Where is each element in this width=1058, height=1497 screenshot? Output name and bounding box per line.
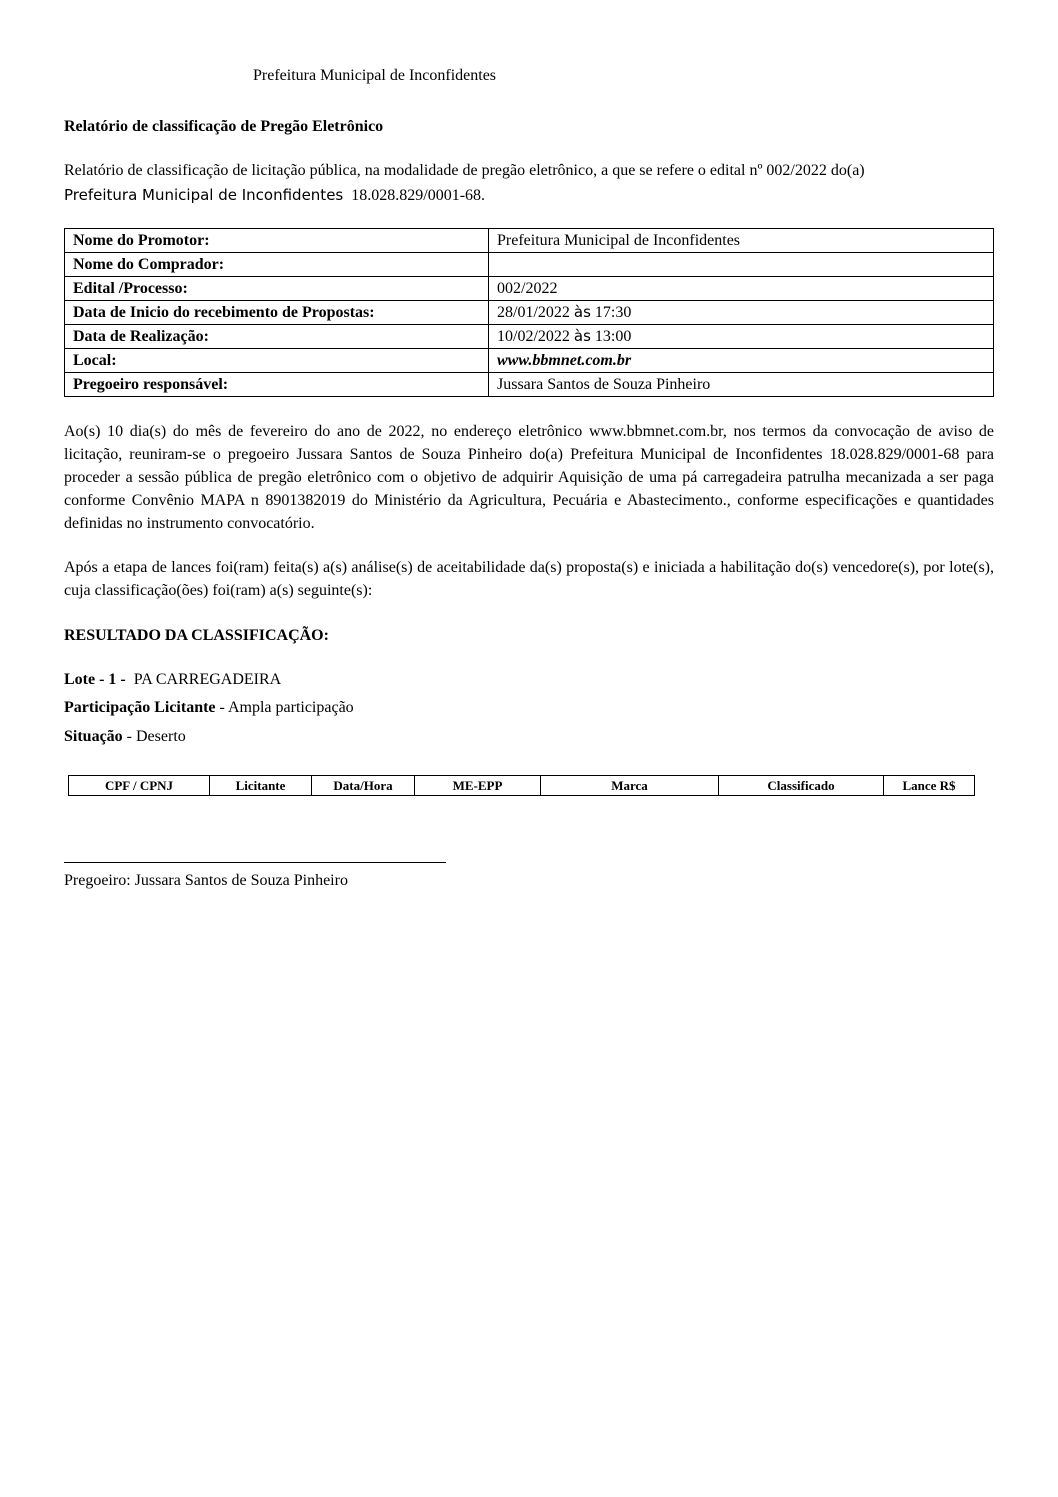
lot-label: Lote - 1 - bbox=[64, 671, 126, 688]
info-value bbox=[489, 301, 994, 325]
session-paragraph: Ao(s) 10 dia(s) do mês de fevereiro do ano de 2022, no endereço eletrônico www.bbmnet.com.br, nos termos da convocação de aviso de licitação, reuniram-se o pregoeiro Jussara Santos de Souza Pinheiro do(a) Prefeitura Municipal de Inconfidentes 18.028.829/0001-68 para proceder a sessão pública de pregão eletrônico com o objetivo de adquirir Aquisição de uma pá carregadeira patrulha mecanizada a ser paga conforme Convênio MAPA n 8901382019 do Ministério da Agricultura, Pecuária e Abastecimento., conforme especificações e quantidades definidas no instrumento convocatório. bbox=[64, 423, 994, 532]
table-row bbox=[65, 349, 994, 373]
column-header: Marca bbox=[541, 776, 719, 796]
session-time: 13:00 bbox=[594, 328, 632, 345]
participation-line bbox=[64, 699, 354, 717]
info-label: Data de Inicio do recebimento de Propostas: bbox=[65, 301, 489, 325]
info-label: Edital /Processo: bbox=[65, 277, 489, 301]
participation-label: Participação Licitante bbox=[64, 699, 216, 716]
report-intro bbox=[64, 158, 994, 208]
info-value: 002/2022 bbox=[489, 277, 994, 301]
situation-label: Situação bbox=[64, 728, 123, 745]
table-header-row bbox=[69, 776, 975, 796]
table-row bbox=[65, 325, 994, 349]
page-header-title: Prefeitura Municipal de Inconfidentes bbox=[253, 67, 497, 84]
signature-text: Pregoeiro: Jussara Santos de Souza Pinheiro bbox=[64, 872, 348, 889]
situation-line bbox=[64, 728, 186, 746]
report-title: Relatório de classificação de Pregão Eletrônico bbox=[64, 118, 384, 135]
column-header: Classificado bbox=[719, 776, 884, 796]
info-label: Nome do Comprador: bbox=[65, 253, 489, 277]
table-row bbox=[65, 301, 994, 325]
column-header: ME-EPP bbox=[415, 776, 541, 796]
info-label: Nome do Promotor: bbox=[65, 229, 489, 253]
table-row bbox=[65, 277, 994, 301]
intro-cnpj: 18.028.829/0001-68. bbox=[351, 187, 486, 204]
at-word: às bbox=[573, 327, 591, 345]
info-table bbox=[64, 228, 994, 397]
intro-text: Relatório de classificação de licitação pública, na modalidade de pregão eletrônico, a que se refere o edital nº 002/2022 do(a) bbox=[64, 162, 865, 179]
start-date: 28/01/2022 bbox=[497, 304, 570, 321]
signature-line bbox=[64, 862, 446, 863]
column-header: Data/Hora bbox=[312, 776, 415, 796]
column-header: CPF / CPNJ bbox=[69, 776, 210, 796]
lot-line bbox=[64, 671, 281, 689]
info-value-url: www.bbmnet.com.br bbox=[489, 349, 994, 373]
start-time: 17:30 bbox=[594, 304, 632, 321]
info-label: Local: bbox=[65, 349, 489, 373]
participation-value: - Ampla participação bbox=[219, 699, 354, 716]
table-row bbox=[65, 253, 994, 277]
after-bids-paragraph: Após a etapa de lances foi(ram) feita(s) a(s) análise(s) de aceitabilidade da(s) proposta(s) e iniciada a habilitação do(s) vencedore(s), por lote(s), cuja classificação(ões) foi(ram) a(s) seguinte(s): bbox=[64, 559, 994, 599]
column-header: Lance R$ bbox=[884, 776, 975, 796]
result-title: RESULTADO DA CLASSIFICAÇÃO: bbox=[64, 627, 329, 644]
intro-organization: Prefeitura Municipal de Inconfidentes bbox=[64, 186, 344, 204]
info-value bbox=[489, 325, 994, 349]
table-row bbox=[65, 229, 994, 253]
lot-name: PA CARREGADEIRA bbox=[133, 671, 282, 688]
at-word: às bbox=[573, 303, 591, 321]
info-label: Pregoeiro responsável: bbox=[65, 373, 489, 397]
info-value bbox=[489, 253, 994, 277]
info-label: Data de Realização: bbox=[65, 325, 489, 349]
session-date: 10/02/2022 bbox=[497, 328, 570, 345]
situation-value: - Deserto bbox=[126, 728, 186, 745]
result-table bbox=[68, 775, 975, 796]
table-row bbox=[65, 373, 994, 397]
info-value: Jussara Santos de Souza Pinheiro bbox=[489, 373, 994, 397]
column-header: Licitante bbox=[210, 776, 312, 796]
info-value: Prefeitura Municipal de Inconfidentes bbox=[489, 229, 994, 253]
